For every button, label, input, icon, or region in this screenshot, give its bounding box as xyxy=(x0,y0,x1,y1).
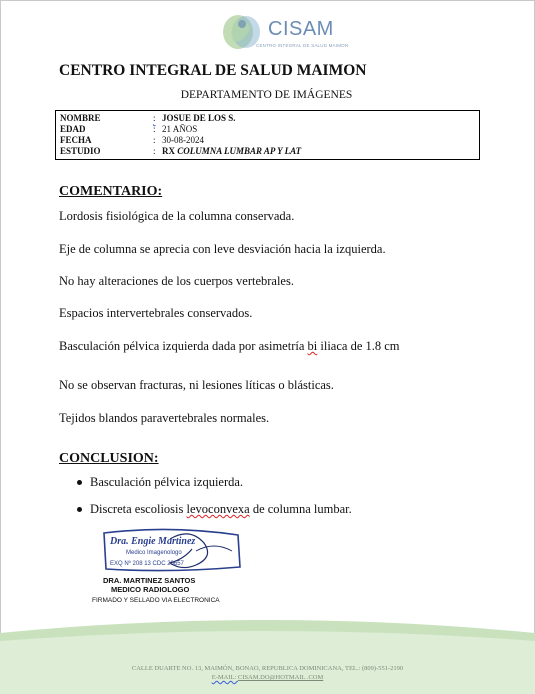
signature-note: FIRMADO Y SELLADO VIA ELECTRONICA xyxy=(92,597,220,604)
info-colon: : xyxy=(153,146,156,156)
info-colon: : xyxy=(153,135,156,145)
info-label: EDAD xyxy=(60,124,86,134)
footer-email: E-MAIL: CISAM.DO@HOTMAIL .COM xyxy=(211,674,324,681)
conclusion-item: Basculación pélvica izquierda. xyxy=(90,475,244,489)
signature-stamp xyxy=(100,527,245,575)
info-label: ESTUDIO xyxy=(60,146,101,156)
comment-line: No hay alteraciones de los cuerpos vertebrales. xyxy=(59,274,294,288)
info-colon: : xyxy=(153,124,156,134)
info-value: 21 AÑOS xyxy=(162,124,198,134)
info-label: NOMBRE xyxy=(60,113,101,123)
footer-address: CALLE DUARTE NO. 13, MAIMÓN, BONAO, REPUBLICA DOMINICANA, TEL.: (809)-551-2190 xyxy=(131,665,404,672)
comentario-heading: COMENTARIO: xyxy=(59,184,163,199)
info-value: JOSUE DE LOS S. xyxy=(162,113,236,123)
comment-line: No se observan fracturas, ni lesiones líticas o blásticas. xyxy=(59,378,334,392)
info-value: RX COLUMNA LUMBAR AP Y LAT xyxy=(162,146,302,156)
svg-text:Dra. Engie Martinez: Dra. Engie Martinez xyxy=(110,536,196,547)
comment-line: Eje de columna se aprecia con leve desviación hacia la izquierda. xyxy=(59,242,386,256)
footer-wave xyxy=(0,615,535,694)
bullet-icon xyxy=(77,480,82,485)
logo-subtitle: CENTRO INTEGRAL DE SALUD MAIMON xyxy=(256,43,349,48)
info-value: 30-08-2024 xyxy=(162,135,204,145)
svg-text:EXQ Nº 208 13 CDC 20657: EXQ Nº 208 13 CDC 20657 xyxy=(110,561,184,567)
info-label: FECHA xyxy=(60,135,92,145)
conclusion-heading: CONCLUSION: xyxy=(59,451,159,466)
patient-info-box xyxy=(55,110,480,160)
signature-role: MEDICO RADIOLOGO xyxy=(111,585,190,594)
comment-line: Tejidos blandos paravertebrales normales. xyxy=(59,411,270,425)
signature-name: DRA. MARTINEZ SANTOS xyxy=(103,576,196,585)
conclusion-item: Discreta escoliosis levoconvexa de columna lumbar. xyxy=(90,502,352,516)
bullet-icon xyxy=(77,507,82,512)
org-title: CENTRO INTEGRAL DE SALUD MAIMON xyxy=(59,62,367,79)
comment-line: Espacios intervertebrales conservados. xyxy=(59,306,253,320)
svg-text:Medico Imagenologo: Medico Imagenologo xyxy=(126,550,182,556)
department-title: DEPARTAMENTO DE IMÁGENES xyxy=(180,89,353,101)
info-colon: : xyxy=(153,113,156,123)
comment-line: Basculación pélvica izquierda dada por asimetría bi iliaca de 1.8 cm xyxy=(59,339,400,353)
logo-wordmark: CISAM xyxy=(268,18,334,40)
comment-line: Lordosis fisiológica de la columna conservada. xyxy=(59,209,295,223)
